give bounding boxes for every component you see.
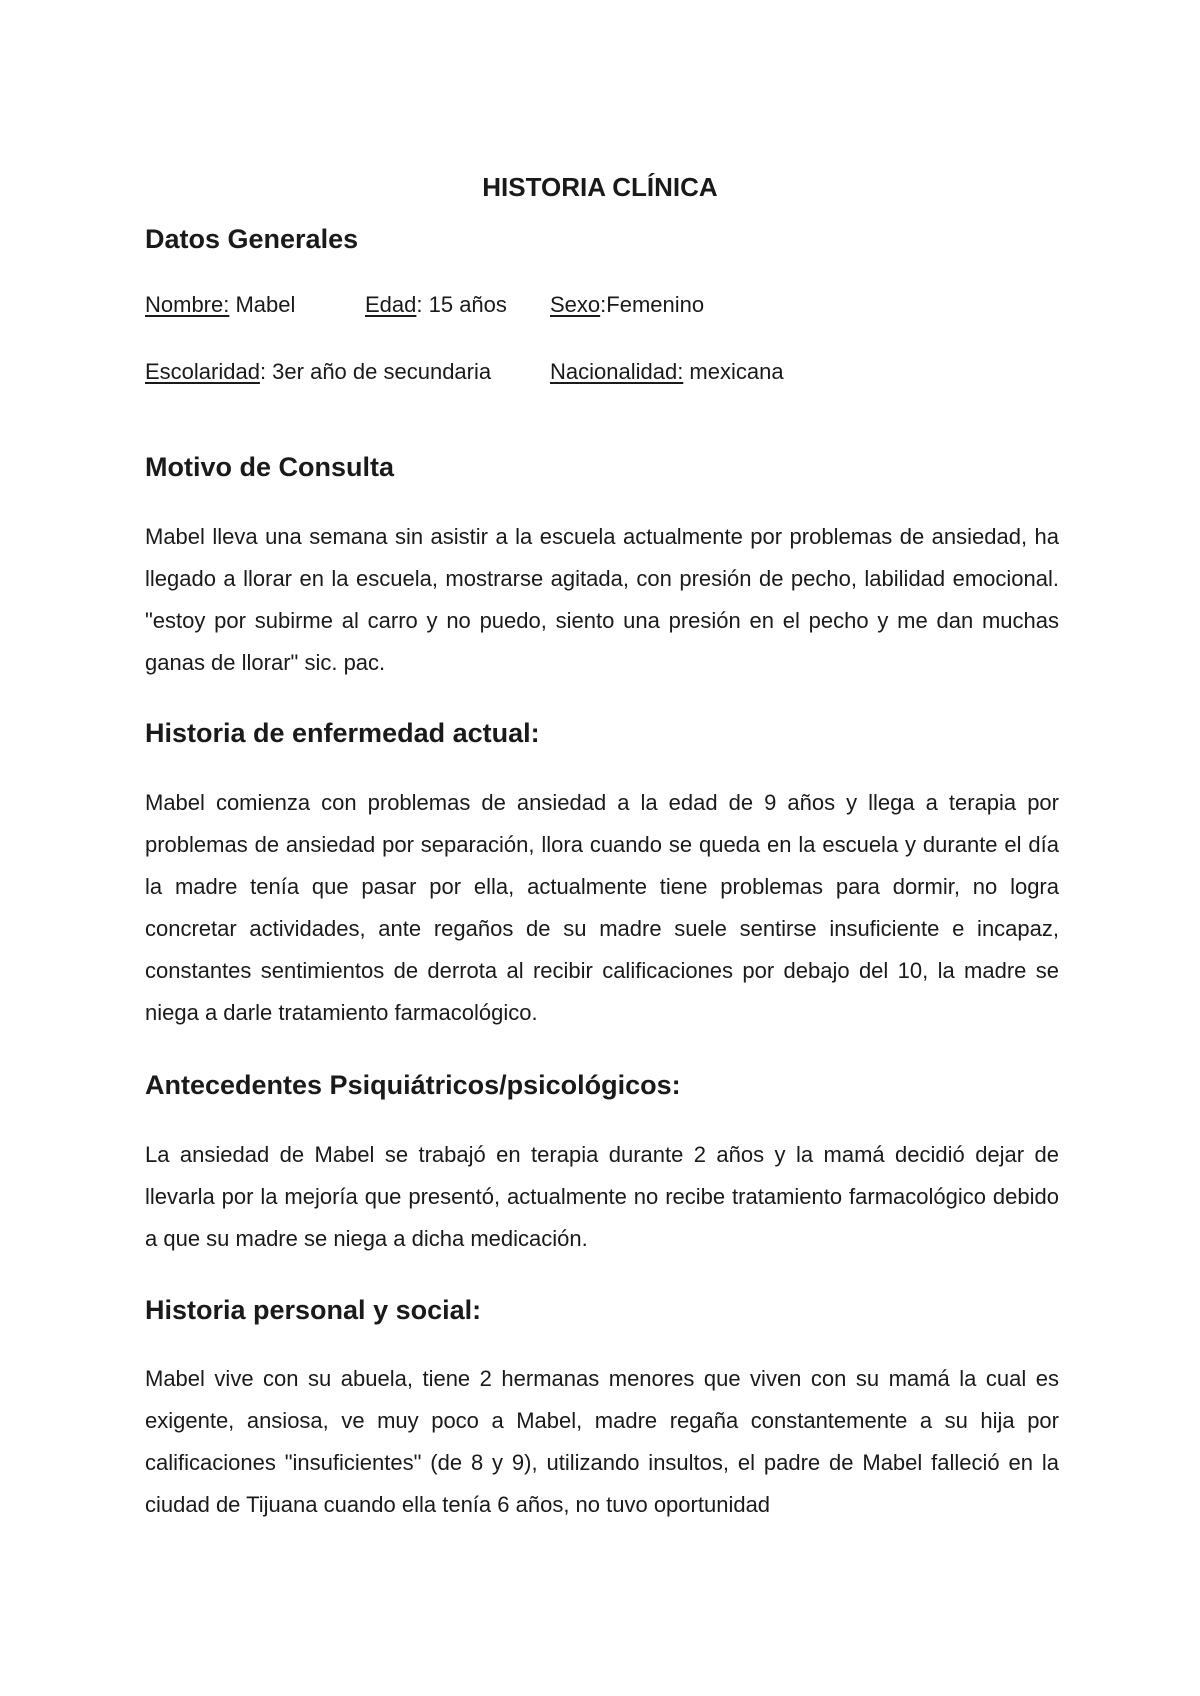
section-heading-enfermedad-actual: Historia de enfermedad actual:: [145, 718, 540, 748]
paragraph-motivo-consulta: Mabel lleva una semana sin asistir a la escuela actualmente por problemas de ansiedad, ha llegado a llorar en la escuela, mostrarse agitada, con presión de pecho, labilidad emocional. "estoy por subirme al carro y no puedo, siento una presión en el pecho y me dan muchas ganas de llorar" sic. pac.: [145, 524, 1059, 675]
section-heading-motivo-consulta: Motivo de Consulta: [145, 452, 394, 482]
sexo-value: :Femenino: [600, 292, 705, 317]
field-escolaridad: [145, 357, 491, 387]
document-title: HISTORIA CLÍNICA: [482, 172, 718, 202]
paragraph-enfermedad-actual: Mabel comienza con problemas de ansiedad a la edad de 9 años y llega a terapia por problemas de ansiedad por separación, llora cuando se queda en la escuela y durante el día la madre tenía que pasar por ella, actualmente tiene problemas para dormir, no logra concretar actividades, ante regaños de su madre suele sentirse insuficiente e incapaz, constantes sentimientos de derrota al recibir calificaciones por debajo del 10, la madre se niega a darle tratamiento farmacológico.: [145, 790, 1059, 1025]
field-nombre: [145, 290, 295, 320]
nacionalidad-label: Nacionalidad:: [550, 359, 684, 384]
paragraph-antecedentes: La ansiedad de Mabel se trabajó en terapia durante 2 años y la mamá decidió dejar de llevarla por la mejoría que presentó, actualmente no recibe tratamiento farmacológico debido a que su madre se niega a dicha medicación.: [145, 1142, 1059, 1251]
field-sexo: [550, 290, 704, 320]
datos-row-1: [145, 290, 1059, 320]
escolaridad-label: Escolaridad: [145, 359, 260, 384]
field-edad: [365, 290, 507, 320]
field-nacionalidad: [550, 357, 784, 387]
nombre-label: Nombre:: [145, 292, 230, 317]
section-heading-historia-personal: Historia personal y social:: [145, 1295, 482, 1325]
section-heading-antecedentes: Antecedentes Psiquiátricos/psicológicos:: [145, 1070, 681, 1100]
nacionalidad-value: mexicana: [683, 359, 784, 384]
datos-row-2: [145, 357, 1059, 387]
escolaridad-value: : 3er año de secundaria: [259, 359, 492, 384]
sexo-label: Sexo: [550, 292, 601, 317]
nombre-value: Mabel: [229, 292, 296, 317]
edad-label: Edad: [365, 292, 417, 317]
edad-value: : 15 años: [416, 292, 507, 317]
section-heading-datos-generales: Datos Generales: [145, 224, 359, 254]
paragraph-historia-personal: Mabel vive con su abuela, tiene 2 hermanas menores que viven con su mamá la cual es exigente, ansiosa, ve muy poco a Mabel, madre regaña constantemente a su hija por calificaciones "insuficientes" (de 8 y 9), utilizando insultos, el padre de Mabel falleció en la ciudad de Tijuana cuando ella tenía 6 años, no tuvo oportunidad: [145, 1366, 1059, 1517]
